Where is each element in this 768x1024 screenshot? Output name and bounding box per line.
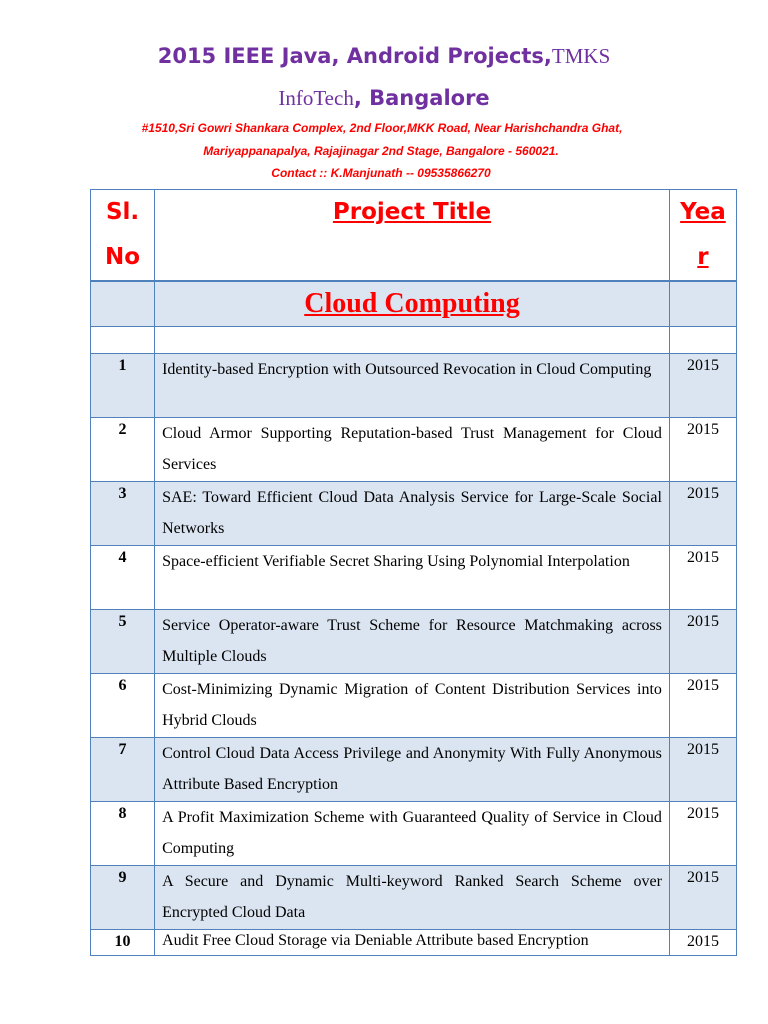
section-title: Cloud Computing: [155, 281, 670, 327]
section-row: [91, 281, 737, 327]
row-number: 1: [91, 354, 155, 418]
row-project-title: Identity-based Encryption with Outsourced Revocation in Cloud Computing: [155, 354, 670, 418]
row-number: 9: [91, 866, 155, 930]
spacer-cell-title: [155, 327, 670, 354]
table-body: [91, 354, 737, 956]
row-year: 2015: [669, 738, 736, 802]
contact-line: Contact :: K.Manjunath -- 09535866270: [271, 166, 491, 180]
header-year: [669, 190, 736, 282]
table-row: [91, 546, 737, 610]
table-row: [91, 674, 737, 738]
header-year-line2: r: [697, 244, 709, 270]
city-name: , Bangalore: [353, 86, 490, 110]
row-number: 5: [91, 610, 155, 674]
row-year: 2015: [669, 418, 736, 482]
document-subtitle: [0, 86, 768, 111]
row-number: 2: [91, 418, 155, 482]
row-project-title: Space-efficient Verifiable Secret Sharing Using Polynomial Interpolation: [155, 546, 670, 610]
title-main: 2015 IEEE Java, Android Projects,: [157, 44, 552, 68]
row-number: 6: [91, 674, 155, 738]
row-project-title: A Secure and Dynamic Multi-keyword Ranked Search Scheme over Encrypted Cloud Data: [155, 866, 670, 930]
row-year: 2015: [669, 866, 736, 930]
table-row: [91, 866, 737, 930]
row-number: 10: [91, 930, 155, 956]
row-year: 2015: [669, 546, 736, 610]
row-project-title: SAE: Toward Efficient Cloud Data Analysis Service for Large-Scale Social Networks: [155, 482, 670, 546]
header-sl-no: [91, 190, 155, 282]
row-year: 2015: [669, 610, 736, 674]
header-sl-no-line1: Sl.: [105, 199, 140, 225]
document-title: [0, 44, 768, 69]
row-number: 4: [91, 546, 155, 610]
table-row: [91, 354, 737, 418]
row-year: 2015: [669, 354, 736, 418]
row-number: 8: [91, 802, 155, 866]
row-project-title: Control Cloud Data Access Privilege and Anonymity With Fully Anonymous Attribute Based Encryption: [155, 738, 670, 802]
row-project-title: Audit Free Cloud Storage via Deniable Attribute based Encryption: [155, 930, 670, 956]
row-number: 7: [91, 738, 155, 802]
section-empty-year: [669, 281, 736, 327]
row-project-title: Cost-Minimizing Dynamic Migration of Content Distribution Services into Hybrid Clouds: [155, 674, 670, 738]
header-year-line1: Yea: [680, 199, 726, 225]
table-row: [91, 930, 737, 956]
row-project-title: Service Operator-aware Trust Scheme for Resource Matchmaking across Multiple Clouds: [155, 610, 670, 674]
address-line-1: #1510,Sri Gowri Shankara Complex, 2nd Floor,MKK Road, Near Harishchandra Ghat,: [141, 121, 623, 135]
company-name-part2: InfoTech: [278, 86, 354, 110]
row-year: 2015: [669, 930, 736, 956]
row-number: 3: [91, 482, 155, 546]
spacer-cell-year: [669, 327, 736, 354]
address-line-2: Mariyappanapalya, Rajajinagar 2nd Stage, Bangalore - 560021.: [203, 144, 559, 158]
spacer-cell-no: [91, 327, 155, 354]
section-empty-no: [91, 281, 155, 327]
company-name-part1: TMKS: [551, 44, 611, 68]
table-row: [91, 802, 737, 866]
row-year: 2015: [669, 674, 736, 738]
header-sl-no-line2: No: [105, 244, 141, 270]
row-year: 2015: [669, 482, 736, 546]
row-project-title: Cloud Armor Supporting Reputation-based Trust Management for Cloud Services: [155, 418, 670, 482]
table-row: [91, 610, 737, 674]
projects-table: [90, 189, 737, 956]
spacer-row: [91, 327, 737, 354]
row-project-title: A Profit Maximization Scheme with Guaranteed Quality of Service in Cloud Computing: [155, 802, 670, 866]
row-year: 2015: [669, 802, 736, 866]
table-row: [91, 738, 737, 802]
table-row: [91, 418, 737, 482]
table-row: [91, 482, 737, 546]
table-header-row: [91, 190, 737, 282]
header-project-title: Project Title: [155, 190, 670, 282]
